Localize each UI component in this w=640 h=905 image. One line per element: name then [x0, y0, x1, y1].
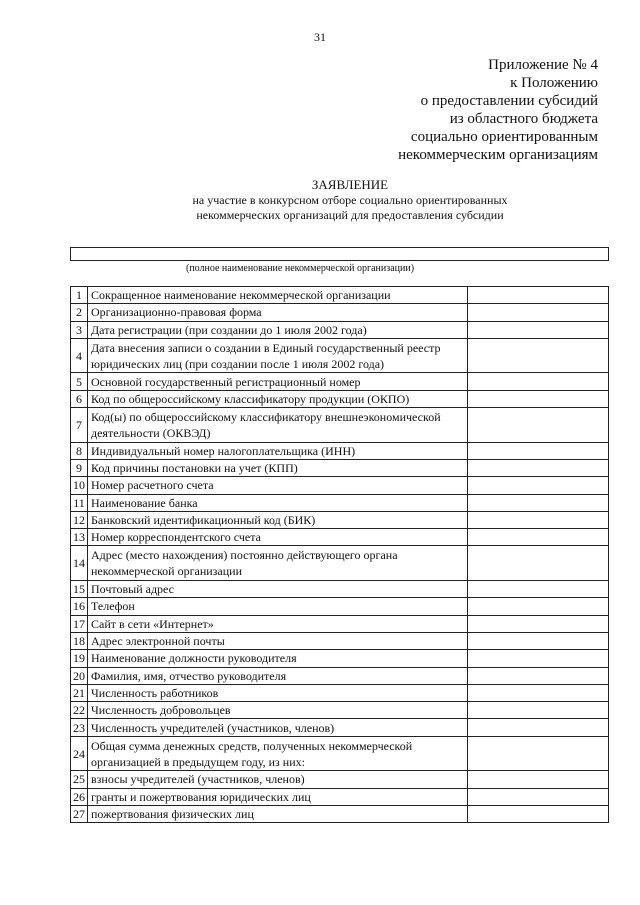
row-value-field[interactable] — [468, 390, 609, 407]
row-label: Индивидуальный номер налогоплательщика (ИНН) — [88, 442, 468, 459]
row-label: Адрес (место нахождения) постоянно действующего органа некоммерческой организации — [88, 546, 468, 581]
table-row — [71, 684, 609, 701]
document-subtitle — [0, 193, 640, 223]
row-number: 17 — [71, 615, 88, 632]
row-number: 20 — [71, 667, 88, 684]
row-value-field[interactable] — [468, 459, 609, 476]
table-row — [71, 788, 609, 805]
row-value-field[interactable] — [468, 287, 609, 304]
row-label: Адрес электронной почты — [88, 632, 468, 649]
page-number: 31 — [314, 30, 326, 44]
row-value-field[interactable] — [468, 304, 609, 321]
row-value-field[interactable] — [468, 529, 609, 546]
row-value-field[interactable] — [468, 408, 609, 443]
subtitle-line: на участие в конкурсном отборе социально ориентированных — [192, 193, 508, 207]
appendix-line: к Положению — [510, 75, 598, 91]
org-full-name-caption: (полное наименование некоммерческой организации) — [185, 263, 415, 274]
row-value-field[interactable] — [468, 581, 609, 598]
row-label: Наименование должности руководителя — [88, 650, 468, 667]
row-number: 1 — [71, 287, 88, 304]
row-value-field[interactable] — [468, 615, 609, 632]
row-label: Фамилия, имя, отчество руководителя — [88, 667, 468, 684]
table-row — [71, 373, 609, 390]
row-label: Код(ы) по общероссийскому классификатору внешнеэкономической деятельности (ОКВЭД) — [88, 408, 468, 443]
table-row — [71, 805, 609, 822]
row-number: 21 — [71, 684, 88, 701]
appendix-line: некоммерческим организациям — [398, 147, 598, 163]
row-number: 13 — [71, 529, 88, 546]
table-row — [71, 615, 609, 632]
row-label: Численность добровольцев — [88, 702, 468, 719]
appendix-line: из областного бюджета — [449, 111, 598, 127]
table-row — [71, 598, 609, 615]
table-row — [71, 511, 609, 528]
row-number: 5 — [71, 373, 88, 390]
row-value-field[interactable] — [468, 788, 609, 805]
row-number: 11 — [71, 494, 88, 511]
row-number: 8 — [71, 442, 88, 459]
row-value-field[interactable] — [468, 667, 609, 684]
row-number: 6 — [71, 390, 88, 407]
row-number: 3 — [71, 321, 88, 338]
row-number: 23 — [71, 719, 88, 736]
table-row — [71, 546, 609, 581]
row-value-field[interactable] — [468, 598, 609, 615]
table-row — [71, 632, 609, 649]
subtitle-line: некоммерческих организаций для предоставления субсидии — [196, 208, 504, 222]
row-value-field[interactable] — [468, 442, 609, 459]
table-row — [71, 408, 609, 443]
row-value-field[interactable] — [468, 511, 609, 528]
row-number: 16 — [71, 598, 88, 615]
row-label: Численность работников — [88, 684, 468, 701]
row-value-field[interactable] — [468, 494, 609, 511]
row-number: 12 — [71, 511, 88, 528]
row-number: 18 — [71, 632, 88, 649]
row-number: 25 — [71, 771, 88, 788]
row-label: Телефон — [88, 598, 468, 615]
row-value-field[interactable] — [468, 321, 609, 338]
table-row — [71, 529, 609, 546]
row-value-field[interactable] — [468, 650, 609, 667]
org-full-name-field[interactable] — [70, 247, 609, 261]
row-value-field[interactable] — [468, 702, 609, 719]
row-label: Дата внесения записи о создании в Единый государственный реестр юридических лиц (при создании после 1 июля 2002 года) — [88, 338, 468, 373]
appendix-header — [398, 56, 598, 164]
table-row — [71, 771, 609, 788]
appendix-line: о предоставлении субсидий — [420, 93, 598, 109]
table-row — [71, 338, 609, 373]
row-label: Дата регистрации (при создании до 1 июля 2002 года) — [88, 321, 468, 338]
table-row — [71, 736, 609, 771]
document-title: ЗАЯВЛЕНИЕ — [311, 177, 389, 192]
row-value-field[interactable] — [468, 719, 609, 736]
row-number: 2 — [71, 304, 88, 321]
row-value-field[interactable] — [468, 373, 609, 390]
row-number: 10 — [71, 477, 88, 494]
row-label: взносы учредителей (участников, членов) — [88, 771, 468, 788]
row-label: Код причины постановки на учет (КПП) — [88, 459, 468, 476]
table-row — [71, 494, 609, 511]
row-number: 15 — [71, 581, 88, 598]
table-row — [71, 390, 609, 407]
row-label: гранты и пожертвования юридических лиц — [88, 788, 468, 805]
table-row — [71, 442, 609, 459]
row-label: Почтовый адрес — [88, 581, 468, 598]
row-value-field[interactable] — [468, 338, 609, 373]
row-number: 24 — [71, 736, 88, 771]
row-value-field[interactable] — [468, 632, 609, 649]
row-label: пожертвования физических лиц — [88, 805, 468, 822]
row-label: Наименование банка — [88, 494, 468, 511]
appendix-line: социально ориентированным — [410, 129, 598, 145]
appendix-line: Приложение № 4 — [488, 57, 598, 73]
application-form-table — [70, 286, 609, 823]
row-number: 4 — [71, 338, 88, 373]
row-label: Основной государственный регистрационный номер — [88, 373, 468, 390]
row-value-field[interactable] — [468, 684, 609, 701]
table-row — [71, 304, 609, 321]
row-value-field[interactable] — [468, 771, 609, 788]
row-label: Номер расчетного счета — [88, 477, 468, 494]
row-number: 9 — [71, 459, 88, 476]
row-value-field[interactable] — [468, 546, 609, 581]
row-number: 7 — [71, 408, 88, 443]
row-number: 14 — [71, 546, 88, 581]
row-number: 26 — [71, 788, 88, 805]
row-number: 22 — [71, 702, 88, 719]
table-row — [71, 459, 609, 476]
row-label: Сайт в сети «Интернет» — [88, 615, 468, 632]
row-value-field[interactable] — [468, 736, 609, 771]
row-label: Общая сумма денежных средств, полученных некоммерческой организацией в предыдущем году, из них: — [88, 736, 468, 771]
table-row — [71, 321, 609, 338]
row-label: Банковский идентификационный код (БИК) — [88, 511, 468, 528]
table-row — [71, 702, 609, 719]
table-row — [71, 667, 609, 684]
row-label: Код по общероссийскому классификатору продукции (ОКПО) — [88, 390, 468, 407]
table-row — [71, 719, 609, 736]
row-label: Организационно-правовая форма — [88, 304, 468, 321]
row-label: Численность учредителей (участников, членов) — [88, 719, 468, 736]
table-row — [71, 287, 609, 304]
row-label: Сокращенное наименование некоммерческой организации — [88, 287, 468, 304]
row-value-field[interactable] — [468, 477, 609, 494]
row-number: 27 — [71, 805, 88, 822]
row-label: Номер корреспондентского счета — [88, 529, 468, 546]
row-value-field[interactable] — [468, 805, 609, 822]
table-row — [71, 650, 609, 667]
row-number: 19 — [71, 650, 88, 667]
table-row — [71, 581, 609, 598]
table-row — [71, 477, 609, 494]
